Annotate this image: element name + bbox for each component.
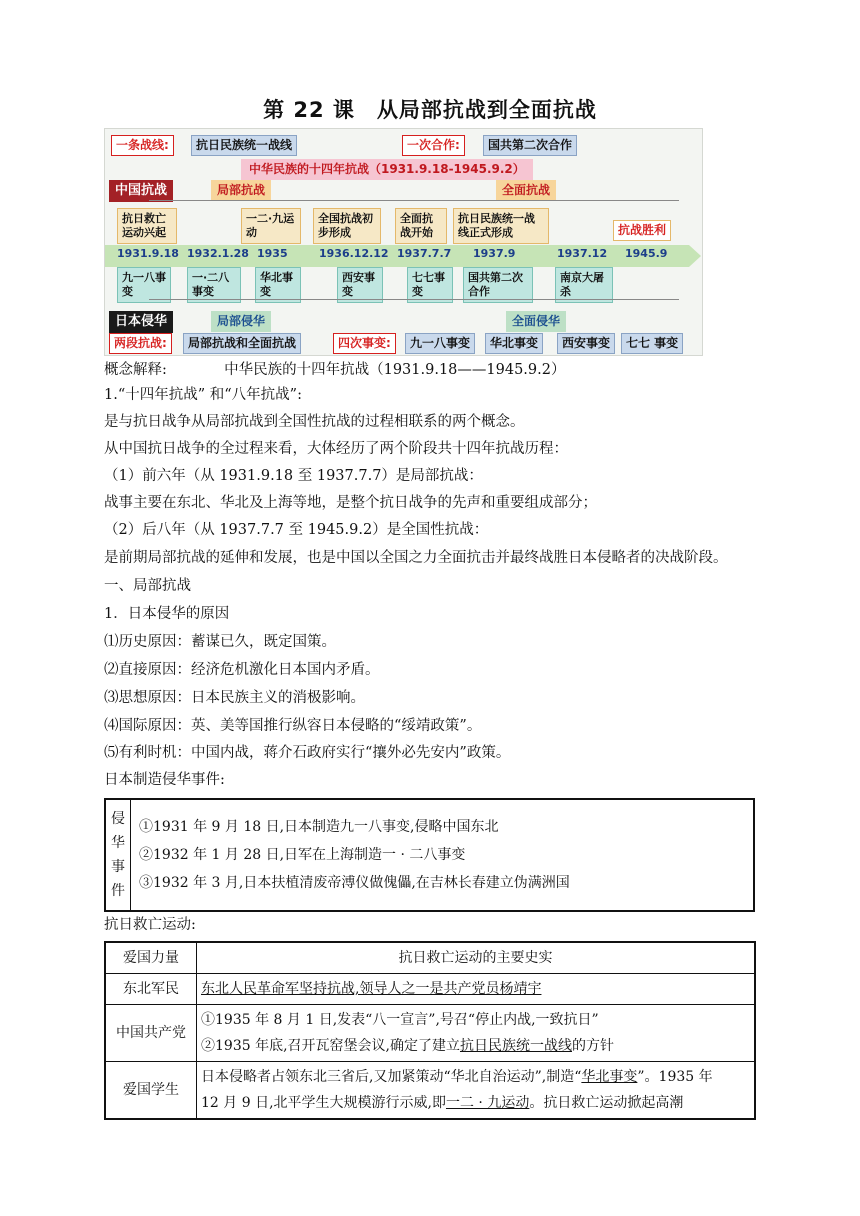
movement-table — [104, 941, 756, 1120]
fourteen-year-banner: 中华民族的十四年抗战（1931.9.18-1945.9.2） — [241, 159, 533, 180]
incident-box-3: 华北事变 — [255, 267, 301, 303]
para-5: 战事主要在东北、华北及上海等地，是整个抗日战争的先声和重要组成部分； — [104, 495, 597, 511]
incident-box-5: 七七事变 — [407, 267, 453, 303]
reason-2: ⑵直接原因：经济危机激化日本国内矛盾。 — [104, 662, 380, 678]
para-3: 从中国抗日战争的全过程来看，大体经历了两个阶段共十四年抗战历程： — [104, 441, 568, 457]
four-incidents-4: 七七 事变 — [621, 333, 683, 354]
japan-invasion-label: 日本侵华 — [109, 311, 173, 333]
date-1: 1931.9.18 — [117, 247, 179, 260]
event-box-1: 抗日救亡运动兴起 — [117, 208, 177, 244]
force-cpc: 中国共产党 — [105, 1005, 197, 1062]
subheading-1: 1．日本侵华的原因 — [104, 606, 230, 622]
date-6: 1937.9 — [473, 247, 516, 260]
one-cooperation-value: 国共第二次合作 — [483, 135, 577, 156]
four-incidents-1: 九一八事变 — [405, 333, 475, 354]
full-invasion-label: 全面侵华 — [506, 311, 566, 332]
china-resistance-label: 中国抗战 — [109, 180, 173, 202]
date-3: 1935 — [257, 247, 288, 260]
date-4: 1936.12.12 — [319, 247, 389, 260]
four-incidents-label: 四次事变: — [333, 333, 396, 354]
reason-4: ⑷国际原因：英、美等国推行纵容日本侵略的“绥靖政策”。 — [104, 718, 482, 734]
incident-box-4: 西安事变 — [337, 267, 383, 303]
four-incidents-3: 西安事变 — [557, 333, 615, 354]
two-stages-label: 两段抗战: — [109, 333, 172, 354]
concept-label: 概念解释: — [104, 362, 167, 378]
para-7: 是前期局部抗战的延伸和发展，也是中国以全国之力全面抗击并最终战胜日本侵略者的决战阶段。 — [104, 550, 728, 566]
full-resistance-label: 全面抗战 — [496, 180, 556, 201]
reason-1: ⑴历史原因：蓄谋已久，既定国策。 — [104, 634, 336, 650]
header-force: 爱国力量 — [105, 942, 197, 974]
timeline-figure — [104, 128, 703, 356]
event-box-4: 全面抗战开始 — [395, 208, 447, 244]
force-northeast: 东北军民 — [105, 974, 197, 1005]
section-heading-1: 一、局部抗战 — [104, 578, 191, 594]
date-8: 1945.9 — [625, 247, 668, 260]
incident-box-7: 南京大屠杀 — [555, 267, 613, 303]
concept-value: 中华民族的十四年抗战（1931.9.18——1945.9.2） — [224, 362, 566, 378]
one-front-value: 抗日民族统一战线 — [191, 135, 297, 156]
reason-3: ⑶思想原因：日本民族主义的消极影响。 — [104, 690, 365, 706]
one-cooperation-label: 一次合作: — [402, 135, 465, 156]
local-resistance-label: 局部抗战 — [211, 180, 271, 201]
invasion-event-3: ③1932 年 3 月,日本扶植清废帝溥仪做傀儡,在吉林长春建立伪满洲国 — [139, 875, 570, 891]
fact-cpc: ①1935 年 8 月 1 日,发表“八一宣言”,号召“停止内战,一致抗日” ②1935 年底,召开瓦窑堡会议,确定了建立抗日民族统一战线的方针 — [197, 1005, 756, 1062]
reason-5: ⑸有利时机：中国内战，蒋介石政府实行“攘外必先安内”政策。 — [104, 745, 511, 761]
invasion-side-label: 侵 华 事 件 — [105, 799, 131, 911]
invasion-event-2: ②1932 年 1 月 28 日,日军在上海制造一 · 二八事变 — [139, 847, 466, 863]
para-6: （2）后八年（从 1937.7.7 至 1945.9.2）是全国性抗战： — [104, 522, 489, 538]
japan-bracket-line — [149, 299, 679, 300]
header-facts: 抗日救亡运动的主要史实 — [197, 942, 756, 974]
invasion-event-1: ①1931 年 9 月 18 日,日本制造九一八事变,侵略中国东北 — [139, 819, 499, 835]
para-4: （1）前六年（从 1931.9.18 至 1937.7.7）是局部抗战： — [104, 468, 483, 484]
incident-box-1: 九一八事变 — [117, 267, 171, 303]
invasion-events-heading: 日本制造侵华事件: — [104, 772, 225, 788]
local-invasion-label: 局部侵华 — [211, 311, 271, 332]
event-box-5: 抗日民族统一战线正式形成 — [453, 208, 549, 244]
two-stages-value: 局部抗战和全面抗战 — [183, 333, 301, 354]
china-bracket-line — [149, 200, 679, 201]
para-2: 是与抗日战争从局部抗战到全国性抗战的过程相联系的两个概念。 — [104, 414, 525, 430]
para-1: 1.“十四年抗战” 和“八年抗战”: — [104, 387, 302, 403]
event-box-2: 一二·九运动 — [241, 208, 301, 244]
event-box-6: 抗战胜利 — [613, 220, 671, 241]
force-students: 爱国学生 — [105, 1062, 197, 1120]
concept-line — [104, 360, 565, 380]
four-incidents-2: 华北事变 — [485, 333, 543, 354]
movement-heading: 抗日救亡运动: — [104, 917, 196, 933]
fact-students: 日本侵略者占领东北三省后,又加紧策动“华北自治运动”,制造“华北事变”。1935 年 12 月 9 日,北平学生大规模游行示威,即一二 · 九运动。抗日救亡运动掀起高潮 — [197, 1062, 756, 1120]
incident-box-2: 一·二八事变 — [187, 267, 241, 303]
date-2: 1932.1.28 — [187, 247, 249, 260]
incident-box-6: 国共第二次合作 — [463, 267, 533, 303]
date-7: 1937.12 — [557, 247, 608, 260]
fact-northeast: 东北人民革命军坚持抗战,领导人之一是共产党员杨靖宇 — [197, 974, 756, 1005]
lesson-title: 第 22 课 从局部抗战到全面抗战 — [263, 98, 597, 122]
invasion-events-list — [131, 799, 755, 911]
invasion-events-table — [104, 798, 755, 912]
date-5: 1937.7.7 — [397, 247, 452, 260]
event-box-3: 全国抗战初步形成 — [313, 208, 381, 244]
one-front-label: 一条战线: — [111, 135, 174, 156]
